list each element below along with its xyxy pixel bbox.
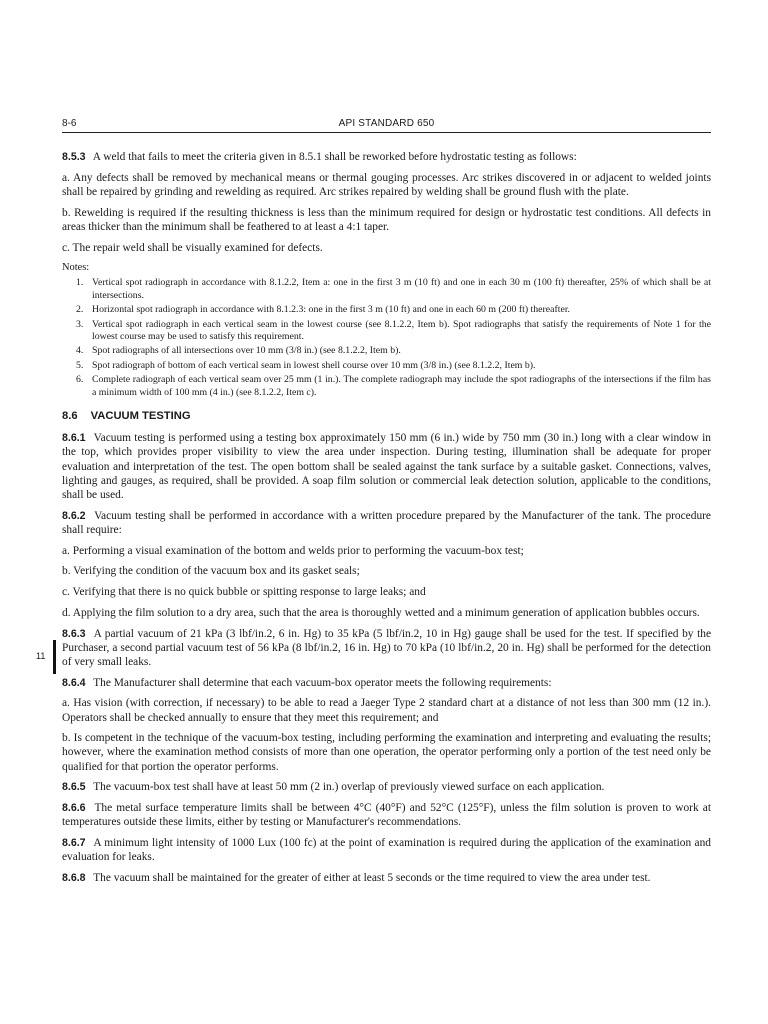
section-8-6-8 bbox=[62, 871, 711, 885]
section-text: The vacuum-box test shall have at least 50 mm (2 in.) overlap of previously viewed surface on each application. bbox=[93, 781, 605, 794]
section-text: A partial vacuum of 21 kPa (3 lbf/in.2, 6 in. Hg) to 35 kPa (5 lbf/in.2, 10 in Hg) gauge shall be used for the test. If specified by the Purchaser, a second partial vacuum test of 56 kPa (8 lbf/in.2, 16 in. Hg) to 70 kPa (10 lbf/in.2, 20 in. Hg) shall be performed for the detection of very small leaks. bbox=[62, 627, 711, 668]
document-body bbox=[62, 150, 711, 892]
section-number: 8.6 bbox=[62, 410, 78, 423]
section-number: 8.6.4 bbox=[62, 676, 86, 689]
section-title: VACUUM TESTING bbox=[90, 410, 191, 423]
list-item: a. Performing a visual examination of the bottom and welds prior to performing the vacuum-box test; bbox=[62, 544, 524, 557]
section-8-5-3 bbox=[62, 150, 711, 164]
list-item: b. Rewelding is required if the resulting thickness is less than the minimum required for design or hydrostatic test conditions. All defects in areas thicker than the minimum shall be feathered to at least a 4:1 taper. bbox=[62, 206, 711, 233]
section-number: 8.6.8 bbox=[62, 871, 86, 884]
section-text: Vacuum testing shall be performed in accordance with a written procedure prepared by the Manufacturer of the tank. The procedure shall require: bbox=[62, 509, 711, 536]
list-item: a. Has vision (with correction, if necessary) to be able to read a Jaeger Type 2 standard chart at a distance of not less than 300 mm (12 in.). Operators shall be checked annually to ensure that they meet this requirement; and bbox=[62, 697, 711, 724]
section-8-6-2 bbox=[62, 509, 711, 537]
section-number: 8.6.7 bbox=[62, 836, 86, 849]
note-item: 1. Vertical spot radiograph in accordance with 8.1.2.2, Item a: one in the first 3 m (10 ft) and one in each 30 m (100 ft) thereafter, 25% of which shall be at intersections. bbox=[76, 277, 711, 301]
section-8-6-6 bbox=[62, 801, 711, 829]
running-title: API STANDARD 650 bbox=[338, 118, 435, 129]
change-bar-number: 11 bbox=[36, 651, 46, 661]
notes-list bbox=[62, 277, 711, 399]
change-bar bbox=[53, 640, 56, 674]
list-item: c. Verifying that there is no quick bubble or spitting response to large leaks; and bbox=[62, 586, 426, 599]
section-8-6-3 bbox=[62, 627, 711, 670]
note-item: 4. Spot radiographs of all intersections over 10 mm (3/8 in.) (see 8.1.2.2, Item b). bbox=[76, 345, 401, 357]
section-number: 8.6.5 bbox=[62, 781, 86, 794]
list-item: a. Any defects shall be removed by mechanical means or thermal gouging processes. Arc strikes discovered in or adjacent to welded joints shall be repaired by grinding and rewelding as required. Arc strikes repaired by welding shall be ground flush with the plate. bbox=[62, 171, 711, 198]
list-item: b. Is competent in the technique of the vacuum-box testing, including performing the examination and interpreting and evaluating the results; however, where the examination method consists of more than one operation, the operator performing only a portion of the test need only be qualified for that portion the operator performs. bbox=[62, 732, 711, 773]
page-number: 8-6 bbox=[62, 118, 77, 129]
section-8-6-1 bbox=[62, 431, 711, 502]
section-text: The vacuum shall be maintained for the greater of either at least 5 seconds or the time required to view the area under test. bbox=[93, 871, 651, 884]
page-header bbox=[62, 118, 711, 133]
section-text: A weld that fails to meet the criteria given in 8.5.1 shall be reworked before hydrostatic testing as follows: bbox=[92, 151, 577, 163]
list-item: b. Verifying the condition of the vacuum box and its gasket seals; bbox=[62, 565, 360, 578]
section-text: The Manufacturer shall determine that each vacuum-box operator meets the following requirements: bbox=[93, 676, 552, 689]
list-item: c. The repair weld shall be visually examined for defects. bbox=[62, 241, 323, 254]
note-item: 6. Complete radiograph of each vertical seam over 25 mm (1 in.). The complete radiograph may include the spot radiographs of the intersections if the film has a minimum width of 100 mm (4 in.) (see 8.1.2.2, Item c). bbox=[76, 374, 711, 398]
note-item: 5. Spot radiograph of bottom of each vertical seam in lowest shell course over 10 mm (3/8 in.) (see 8.1.2.2, Item b). bbox=[76, 359, 536, 371]
section-8-6-4 bbox=[62, 676, 711, 690]
section-text: A minimum light intensity of 1000 Lux (100 fc) at the point of examination is required during the application of the examination and evaluation for leaks. bbox=[62, 836, 712, 864]
section-number: 8.6.2 bbox=[62, 509, 86, 522]
section-text: The metal surface temperature limits shall be between 4°C (40°F) and 52°C (125°F), unless the film solution is proven to work at temperatures outside these limits, either by testing or Manufacturer's recommendations. bbox=[62, 802, 711, 829]
section-text: Vacuum testing is performed using a testing box approximately 150 mm (6 in.) wide by 750 mm (30 in.) long with a clear window in the top, which provides proper visibility to view the area under inspection. During testing, illumination shall be adequate for proper evaluation and interpretation of the test. The open bottom shall be sealed against the tank surface by a suitable gasket. Connections, valves, lighting and gauges, as required, shall be provided. A soap film solution or commercial leak detection solution, applicable to the conditions, shall be used. bbox=[62, 432, 711, 502]
section-number: 8.6.1 bbox=[62, 432, 86, 445]
list-item: d. Applying the film solution to a dry area, such that the area is thoroughly wetted and a minimum generation of application bubbles occurs. bbox=[62, 606, 700, 619]
notes-heading: Notes: bbox=[62, 262, 90, 274]
section-heading-8-6 bbox=[62, 409, 711, 423]
section-8-6-7 bbox=[62, 836, 711, 864]
section-number: 8.6.3 bbox=[62, 627, 86, 640]
section-number: 8.5.3 bbox=[62, 151, 86, 163]
note-item: 2. Horizontal spot radiograph in accordance with 8.1.2.3: one in the first 3 m (10 ft) and one in each 60 m (200 ft) thereafter. bbox=[76, 304, 570, 316]
note-item: 3. Vertical spot radiograph in each vertical seam in the lowest course (see 8.1.2.2, Item b). Spot radiographs that satisfy the requirements of Note 1 for the lowest course may be used to satisfy this requirement. bbox=[76, 318, 711, 343]
section-number: 8.6.6 bbox=[62, 802, 86, 815]
section-8-6-5 bbox=[62, 780, 711, 794]
